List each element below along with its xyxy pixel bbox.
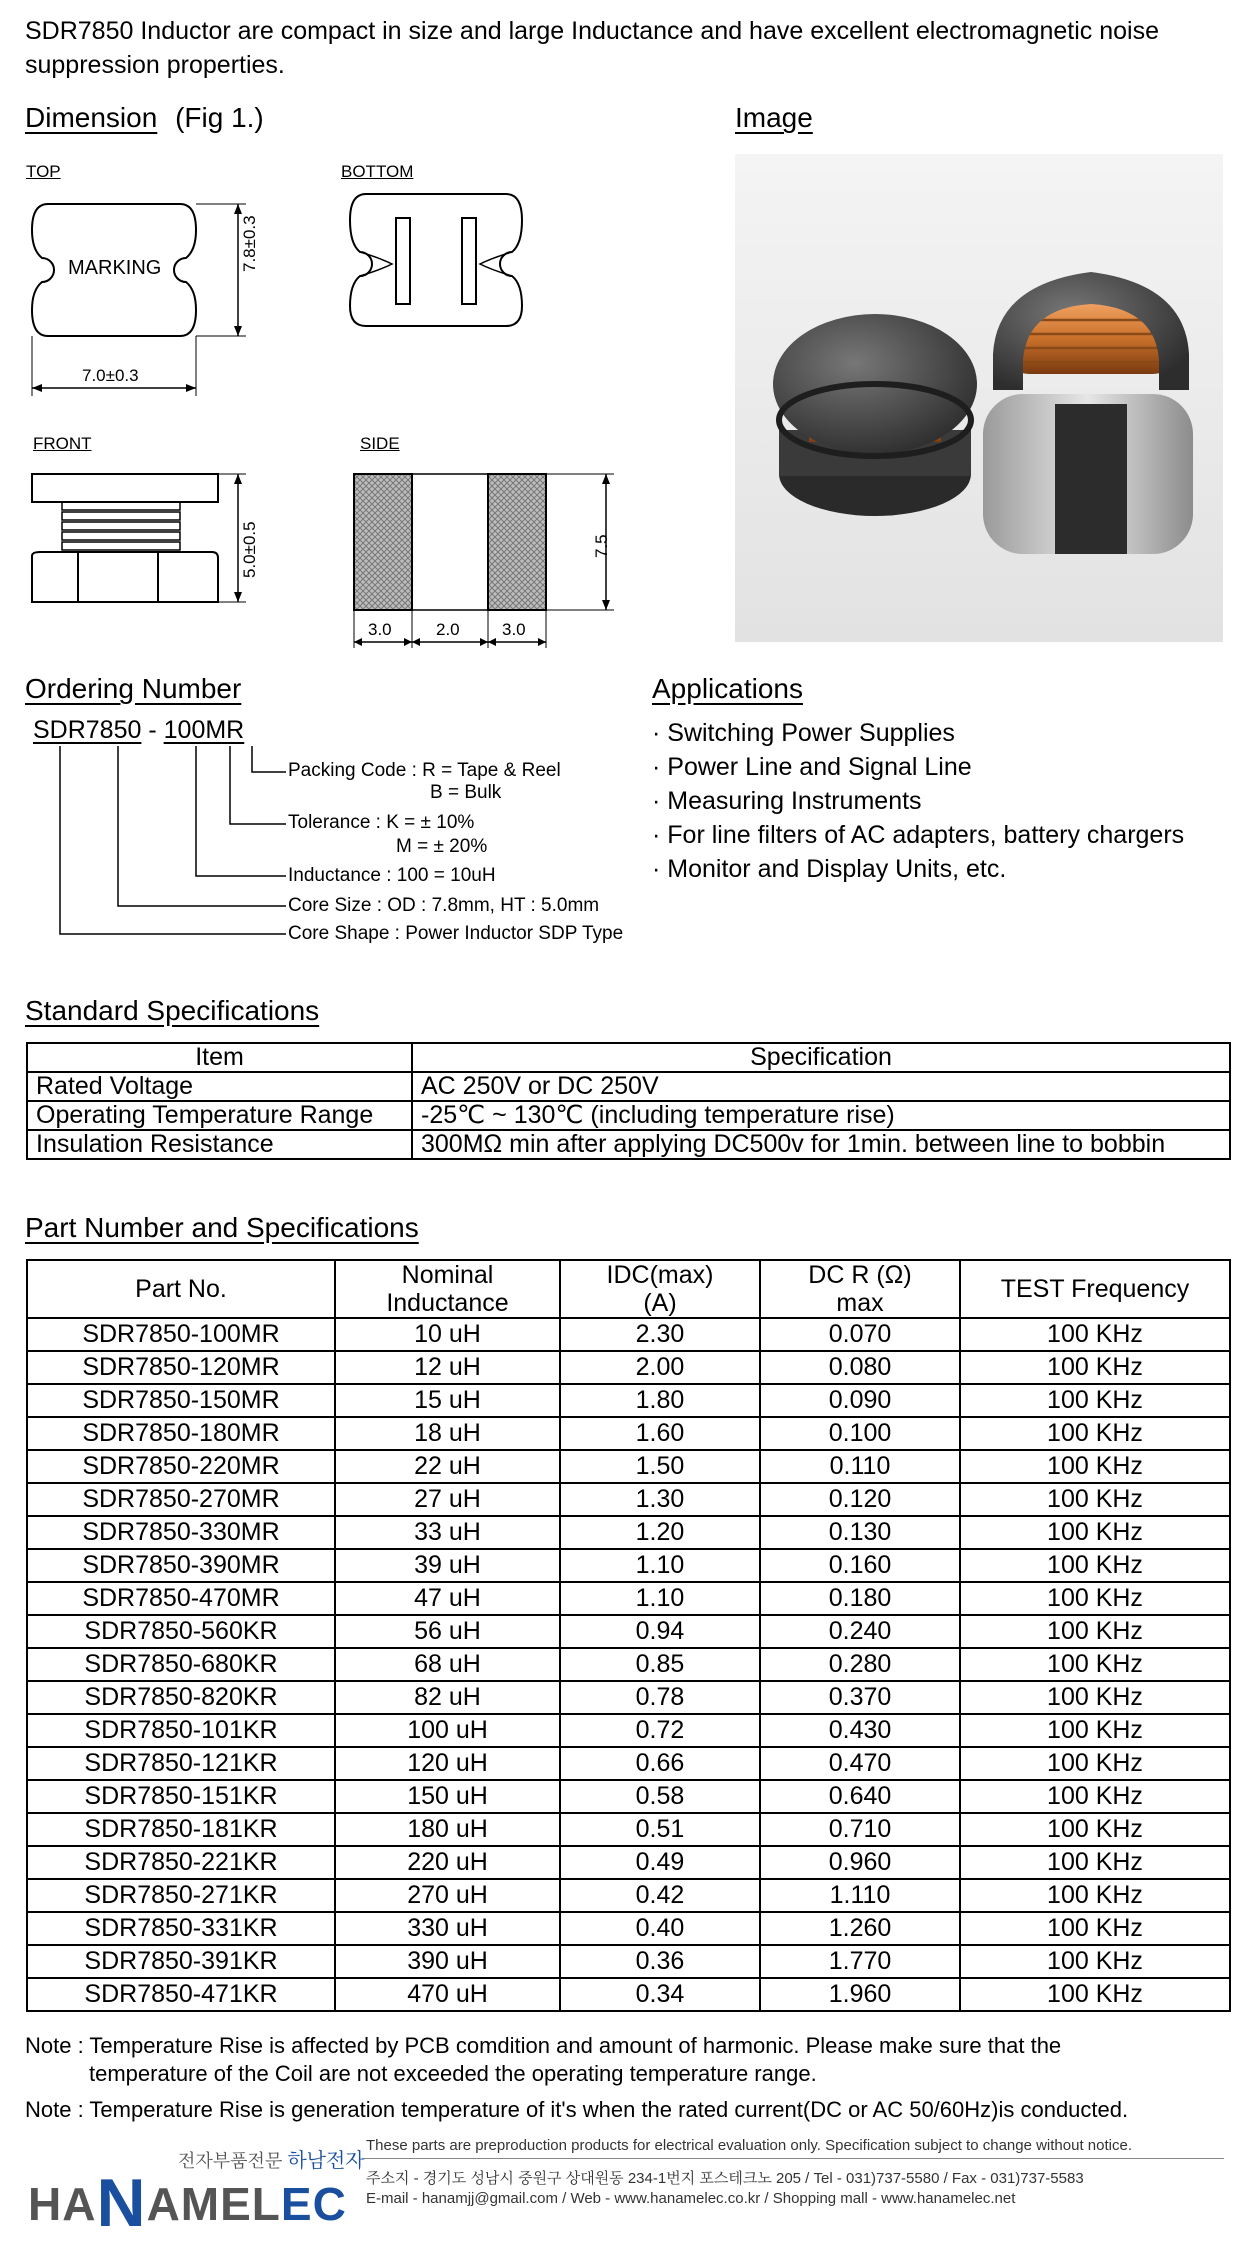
footer-address: 주소지 - 경기도 성남시 중원구 상대원동 234-1번지 포스테크노 205 / Tel - 031)737-5580 / Fax - 031)737-5583 (366, 2170, 1084, 2187)
table-row (27, 1318, 1230, 1351)
cell-test-frequency: 100 KHz (960, 1615, 1230, 1648)
cell-dcr-max: 1.110 (760, 1879, 960, 1912)
side-width-3-dim: 3.0 (502, 620, 526, 639)
table-row (27, 1101, 1230, 1130)
cell-test-frequency: 100 KHz (960, 1483, 1230, 1516)
cell-idc-max: 1.30 (560, 1483, 760, 1516)
cell-idc-max: 1.60 (560, 1417, 760, 1450)
applications-list (652, 716, 1184, 886)
header-test-frequency: TEST Frequency (960, 1260, 1230, 1318)
cell-idc-max: 0.36 (560, 1945, 760, 1978)
header-idc: IDC(max) (A) (560, 1260, 760, 1318)
cell-part-no: SDR7850-220MR (27, 1450, 335, 1483)
cell-test-frequency: 100 KHz (960, 1318, 1230, 1351)
cell-test-frequency: 100 KHz (960, 1384, 1230, 1417)
cell-test-frequency: 100 KHz (960, 1978, 1230, 2011)
cell-part-no: SDR7850-101KR (27, 1714, 335, 1747)
footer-disclaimer: These parts are preproduction products for electrical evaluation only. Specification subject to change without notice. (366, 2137, 1132, 2154)
cell-test-frequency: 100 KHz (960, 1780, 1230, 1813)
cell-dcr-max: 0.370 (760, 1681, 960, 1714)
cell-inductance: 100 uH (335, 1714, 560, 1747)
front-height-dim: 5.0±0.5 (240, 521, 259, 578)
cell-dcr-max: 0.100 (760, 1417, 960, 1450)
product-photo (735, 154, 1223, 642)
ordering-code-series: SDR7850 (33, 716, 142, 744)
cell-inductance: 47 uH (335, 1582, 560, 1615)
cell-idc-max: 2.00 (560, 1351, 760, 1384)
table-row (27, 1483, 1230, 1516)
table-row (27, 1780, 1230, 1813)
cell-inductance: 150 uH (335, 1780, 560, 1813)
spec-item: Insulation Resistance (27, 1130, 412, 1159)
spec-item: Rated Voltage (27, 1072, 412, 1101)
intro-text: SDR7850 Inductor are compact in size and large Inductance and have excellent electromagnetic noise suppression properties. (25, 17, 1160, 79)
cell-part-no: SDR7850-560KR (27, 1615, 335, 1648)
applications-title: Applications (652, 673, 803, 704)
footer-divider (364, 2158, 1224, 2159)
cell-idc-max: 0.72 (560, 1714, 760, 1747)
cell-idc-max: 1.10 (560, 1582, 760, 1615)
table-row (27, 1130, 1230, 1159)
spec-value: -25℃ ~ 130℃ (including temperature rise) (412, 1101, 1230, 1130)
table-header-row (27, 1260, 1230, 1318)
note-1-continued: temperature of the Coil are not exceeded the operating temperature range. (89, 2061, 817, 2086)
table-row (27, 1417, 1230, 1450)
cell-dcr-max: 1.260 (760, 1912, 960, 1945)
cell-idc-max: 0.78 (560, 1681, 760, 1714)
table-row (27, 1978, 1230, 2011)
top-width-dim: 7.0±0.3 (82, 366, 139, 385)
core-size-line: Core Size : OD : 7.8mm, HT : 5.0mm (288, 895, 600, 916)
table-row (27, 1582, 1230, 1615)
table-row (27, 1813, 1230, 1846)
cell-test-frequency: 100 KHz (960, 1351, 1230, 1384)
table-header-row (27, 1043, 1230, 1072)
cell-idc-max: 0.40 (560, 1912, 760, 1945)
packing-code-bulk: B = Bulk (430, 782, 502, 803)
packing-code-line: Packing Code : R = Tape & Reel (288, 760, 561, 781)
cell-part-no: SDR7850-391KR (27, 1945, 335, 1978)
spec-value: AC 250V or DC 250V (412, 1072, 1230, 1101)
side-view (354, 474, 614, 648)
standard-spec-title: Standard Specifications (25, 995, 320, 1026)
footer-contact: E-mail - hanamjj@gmail.com / Web - www.hanamelec.co.kr / Shopping mall - www.hanamelec.net (366, 2190, 1016, 2207)
cell-part-no: SDR7850-121KR (27, 1747, 335, 1780)
cell-part-no: SDR7850-181KR (27, 1813, 335, 1846)
hanamelec-logo: HANAMELEC (28, 2165, 347, 2241)
cell-test-frequency: 100 KHz (960, 1945, 1230, 1978)
top-height-dim: 7.8±0.3 (240, 215, 259, 272)
table-row (27, 1681, 1230, 1714)
tagline-ko: 전자부품전문 (178, 2151, 283, 2171)
table-row (27, 1072, 1230, 1101)
marking-label: MARKING (68, 257, 162, 279)
parts-table (26, 1259, 1231, 2012)
cell-part-no: SDR7850-680KR (27, 1648, 335, 1681)
inductance-line: Inductance : 100 = 10uH (288, 865, 496, 886)
table-row (27, 1549, 1230, 1582)
spec-item: Operating Temperature Range (27, 1101, 412, 1130)
image-title: Image (735, 102, 813, 133)
application-item: · Switching Power Supplies (652, 719, 955, 747)
cell-part-no: SDR7850-470MR (27, 1582, 335, 1615)
table-row (27, 1846, 1230, 1879)
cell-dcr-max: 0.240 (760, 1615, 960, 1648)
cell-test-frequency: 100 KHz (960, 1417, 1230, 1450)
cell-idc-max: 0.42 (560, 1879, 760, 1912)
cell-dcr-max: 0.080 (760, 1351, 960, 1384)
ordering-title: Ordering Number (25, 673, 242, 704)
cell-test-frequency: 100 KHz (960, 1648, 1230, 1681)
cell-test-frequency: 100 KHz (960, 1747, 1230, 1780)
header-part-no: Part No. (27, 1260, 335, 1318)
cell-inductance: 470 uH (335, 1978, 560, 2011)
cell-inductance: 33 uH (335, 1516, 560, 1549)
cell-idc-max: 0.66 (560, 1747, 760, 1780)
standard-spec-table (26, 1042, 1231, 1160)
cell-inductance: 12 uH (335, 1351, 560, 1384)
cell-dcr-max: 0.960 (760, 1846, 960, 1879)
note-1: Note : Temperature Rise is affected by PCB comdition and amount of harmonic. Please make sure that the (25, 2033, 1062, 2058)
cell-dcr-max: 0.470 (760, 1747, 960, 1780)
cell-part-no: SDR7850-180MR (27, 1417, 335, 1450)
spec-value: 300MΩ min after applying DC500v for 1min. between line to bobbin (412, 1130, 1230, 1159)
table-row (27, 1615, 1230, 1648)
header-nominal-inductance: Nominal Inductance (335, 1260, 560, 1318)
cell-part-no: SDR7850-221KR (27, 1846, 335, 1879)
top-view-label: TOP (26, 162, 61, 181)
cell-inductance: 390 uH (335, 1945, 560, 1978)
brand-ko: 하남전자 (287, 2150, 365, 2172)
cell-inductance: 27 uH (335, 1483, 560, 1516)
cell-test-frequency: 100 KHz (960, 1549, 1230, 1582)
cell-part-no: SDR7850-820KR (27, 1681, 335, 1714)
cell-test-frequency: 100 KHz (960, 1714, 1230, 1747)
cell-idc-max: 0.85 (560, 1648, 760, 1681)
bottom-view-label: BOTTOM (341, 162, 414, 181)
cell-inductance: 180 uH (335, 1813, 560, 1846)
cell-dcr-max: 0.120 (760, 1483, 960, 1516)
cell-idc-max: 0.49 (560, 1846, 760, 1879)
front-view-label: FRONT (33, 434, 92, 453)
side-width-2-dim: 2.0 (436, 620, 460, 639)
cell-dcr-max: 0.090 (760, 1384, 960, 1417)
cell-part-no: SDR7850-330MR (27, 1516, 335, 1549)
cell-dcr-max: 0.710 (760, 1813, 960, 1846)
cell-part-no: SDR7850-100MR (27, 1318, 335, 1351)
application-item: · For line filters of AC adapters, battery chargers (652, 821, 1185, 849)
cell-inductance: 39 uH (335, 1549, 560, 1582)
cell-test-frequency: 100 KHz (960, 1912, 1230, 1945)
cell-part-no: SDR7850-390MR (27, 1549, 335, 1582)
cell-inductance: 330 uH (335, 1912, 560, 1945)
cell-dcr-max: 0.180 (760, 1582, 960, 1615)
ordering-code-suffix: 100MR (163, 716, 245, 744)
cell-dcr-max: 0.280 (760, 1648, 960, 1681)
cell-test-frequency: 100 KHz (960, 1582, 1230, 1615)
cell-idc-max: 2.30 (560, 1318, 760, 1351)
table-row (27, 1516, 1230, 1549)
parts-title: Part Number and Specifications (25, 1212, 419, 1243)
header-specification: Specification (412, 1043, 1230, 1072)
bottom-view (350, 194, 522, 326)
core-shape-line: Core Shape : Power Inductor SDP Type (288, 923, 624, 944)
cell-idc-max: 0.94 (560, 1615, 760, 1648)
header-item: Item (27, 1043, 412, 1072)
tolerance-m-line: M = ± 20% (396, 836, 488, 857)
cell-idc-max: 0.34 (560, 1978, 760, 2011)
header-dcr: DC R (Ω) max (760, 1260, 960, 1318)
parts-table-body (27, 1318, 1230, 2011)
cell-part-no: SDR7850-120MR (27, 1351, 335, 1384)
cell-dcr-max: 0.160 (760, 1549, 960, 1582)
cell-idc-max: 1.20 (560, 1516, 760, 1549)
cell-inductance: 15 uH (335, 1384, 560, 1417)
cell-idc-max: 1.50 (560, 1450, 760, 1483)
cell-inductance: 68 uH (335, 1648, 560, 1681)
side-height-dim: 7.5 (592, 534, 611, 558)
note-2: Note : Temperature Rise is generation temperature of it's when the rated current(DC or AC 50/60Hz)is conducted. (25, 2097, 1129, 2122)
cell-test-frequency: 100 KHz (960, 1516, 1230, 1549)
table-row (27, 1747, 1230, 1780)
ordering-code-separator: - (148, 716, 157, 744)
cell-test-frequency: 100 KHz (960, 1813, 1230, 1846)
fig-ref: (Fig 1.) (175, 102, 264, 133)
tolerance-line: Tolerance : K = ± 10% (288, 812, 475, 833)
cell-dcr-max: 0.110 (760, 1450, 960, 1483)
cell-dcr-max: 0.430 (760, 1714, 960, 1747)
cell-inductance: 22 uH (335, 1450, 560, 1483)
cell-part-no: SDR7850-331KR (27, 1912, 335, 1945)
cell-inductance: 270 uH (335, 1879, 560, 1912)
cell-dcr-max: 0.640 (760, 1780, 960, 1813)
cell-idc-max: 1.10 (560, 1549, 760, 1582)
cell-inductance: 220 uH (335, 1846, 560, 1879)
application-item: · Power Line and Signal Line (652, 753, 972, 781)
application-item: · Monitor and Display Units, etc. (652, 855, 1007, 883)
table-row (27, 1879, 1230, 1912)
cell-part-no: SDR7850-271KR (27, 1879, 335, 1912)
side-width-1-dim: 3.0 (368, 620, 392, 639)
dimension-title: Dimension (25, 102, 158, 133)
cell-part-no: SDR7850-151KR (27, 1780, 335, 1813)
cell-inductance: 10 uH (335, 1318, 560, 1351)
table-row (27, 1945, 1230, 1978)
cell-idc-max: 0.58 (560, 1780, 760, 1813)
cell-part-no: SDR7850-471KR (27, 1978, 335, 2011)
cell-idc-max: 0.51 (560, 1813, 760, 1846)
table-row (27, 1714, 1230, 1747)
cell-part-no: SDR7850-150MR (27, 1384, 335, 1417)
cell-test-frequency: 100 KHz (960, 1450, 1230, 1483)
cell-part-no: SDR7850-270MR (27, 1483, 335, 1516)
cell-test-frequency: 100 KHz (960, 1846, 1230, 1879)
cell-test-frequency: 100 KHz (960, 1681, 1230, 1714)
side-view-label: SIDE (360, 434, 400, 453)
application-item: · Measuring Instruments (652, 787, 922, 815)
cell-idc-max: 1.80 (560, 1384, 760, 1417)
cell-dcr-max: 0.070 (760, 1318, 960, 1351)
table-row (27, 1912, 1230, 1945)
cell-dcr-max: 0.130 (760, 1516, 960, 1549)
table-row (27, 1351, 1230, 1384)
cell-dcr-max: 1.770 (760, 1945, 960, 1978)
cell-dcr-max: 1.960 (760, 1978, 960, 2011)
cell-test-frequency: 100 KHz (960, 1879, 1230, 1912)
table-row (27, 1450, 1230, 1483)
cell-inductance: 82 uH (335, 1681, 560, 1714)
table-row (27, 1384, 1230, 1417)
cell-inductance: 18 uH (335, 1417, 560, 1450)
table-row (27, 1648, 1230, 1681)
cell-inductance: 120 uH (335, 1747, 560, 1780)
cell-inductance: 56 uH (335, 1615, 560, 1648)
ordering-leader-lines (0, 0, 300, 960)
